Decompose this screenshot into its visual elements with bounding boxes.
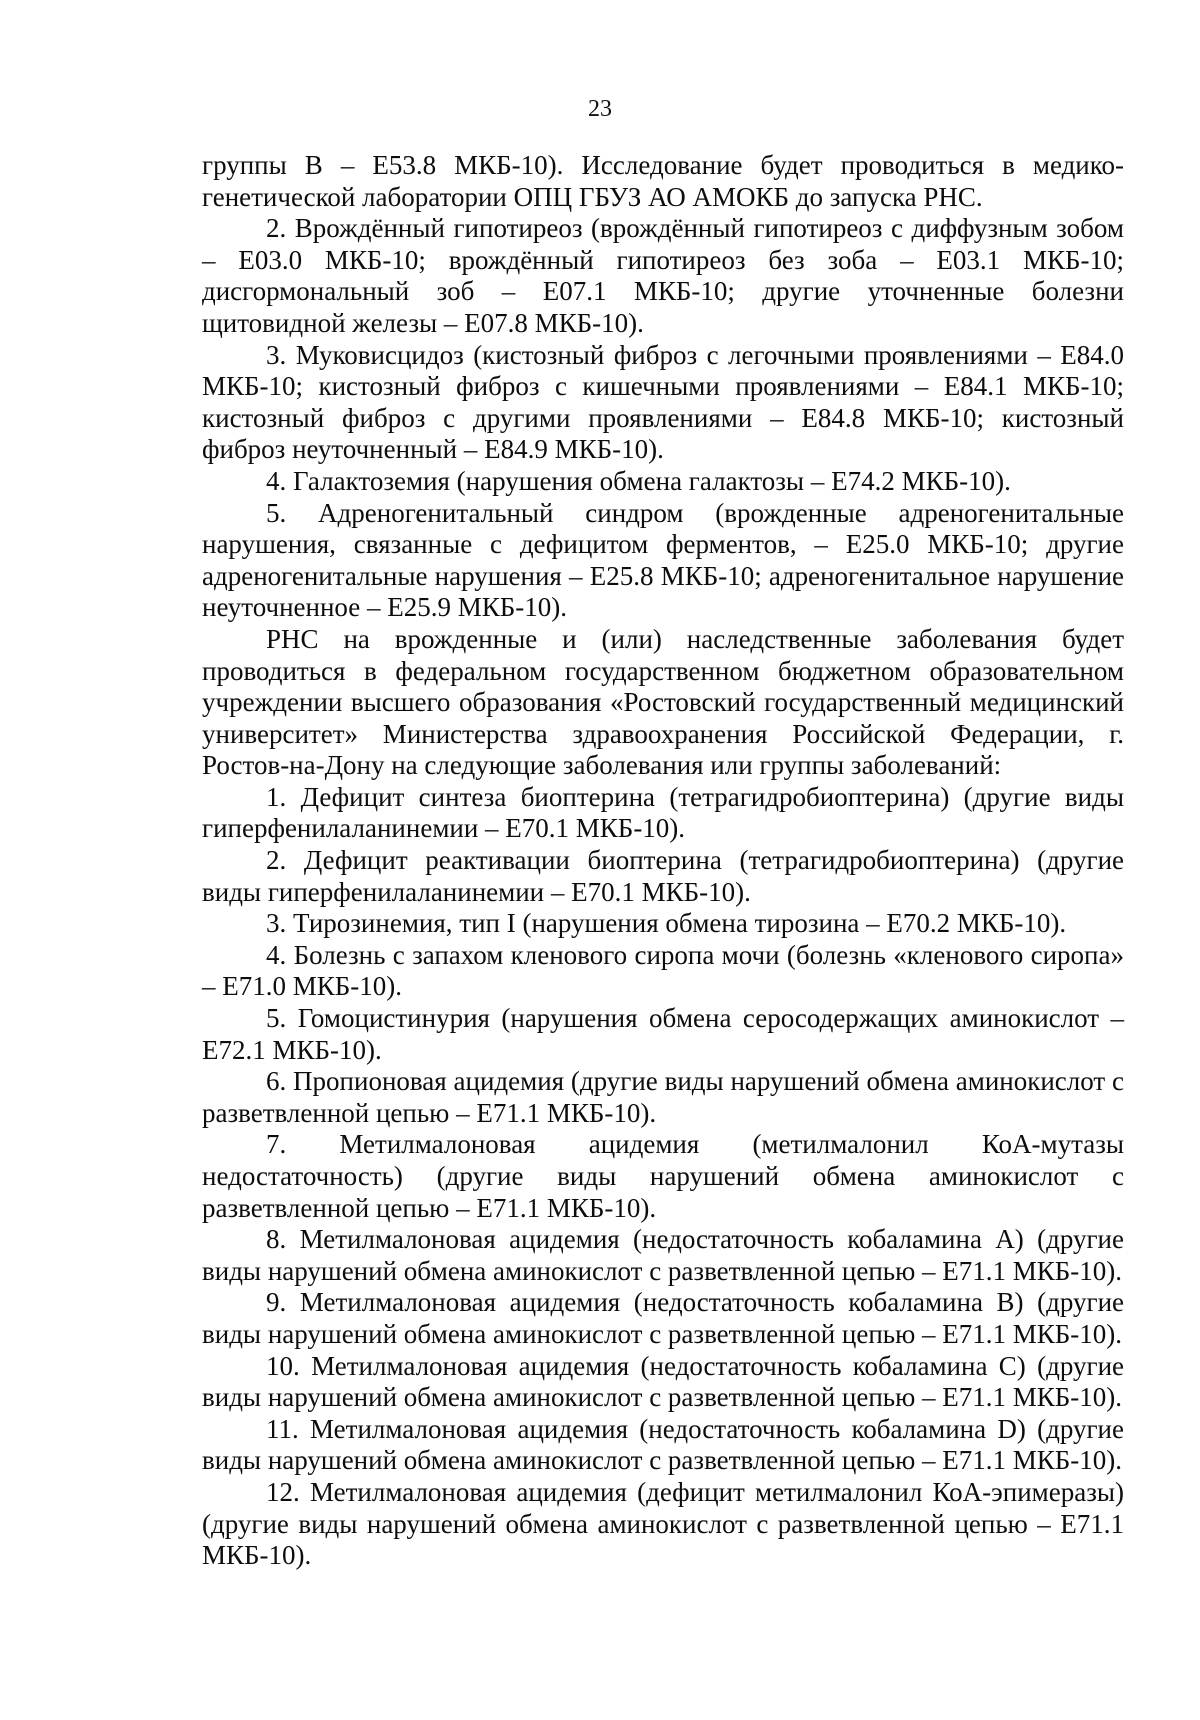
paragraph-rns-rostov: РНС на врожденные и (или) наследственные заболевания будет проводиться в федеральном государственном бюджетном образовательном учреждении высшего образования «Ростовский государственный медицинский университет» Министерства здравоохранения Российской Федерации, г. Ростов-на-Дону на следующие заболевания или группы заболеваний: [202, 623, 1124, 781]
paragraph-galactosemia: 4. Галактоземия (нарушения обмена галактозы – E74.2 МКБ-10). [266, 465, 1011, 496]
paragraph-continuation: группы B – E53.8 МКБ-10). Исследование будет проводиться в медико-генетической лаборатории ОПЦ ГБУЗ АО АМОКБ до запуска РНС. [202, 150, 1124, 212]
paragraph-mma-cobalamin-d: 11. Метилмалоновая ацидемия (недостаточность кобаламина D) (другие виды нарушений обмена аминокислот с разветвленной цепью – E71.1 МКБ-10). [202, 1413, 1124, 1476]
document-body [202, 150, 1124, 1572]
paragraph-biopterin-reactivation: 2. Дефицит реактивации биоптерина (тетрагидробиоптерина) (другие виды гиперфенилаланинемии – E70.1 МКБ-10). [202, 845, 1124, 907]
paragraph-maple-syrup-disease: 4. Болезнь с запахом кленового сиропа мочи (болезнь «кленового сиропа» – E71.0 МКБ-10). [202, 939, 1124, 1002]
paragraph-homocystinuria: 5. Гомоцистинурия (нарушения обмена серосодержащих аминокислот – E72.1 МКБ-10). [202, 1003, 1124, 1065]
paragraph-mma-cobalamin-c: 10. Метилмалоновая ацидемия (недостаточность кобаламина C) (другие виды нарушений обмена аминокислот с разветвленной цепью – E71.1 МКБ-10). [202, 1350, 1124, 1413]
paragraph-cystic-fibrosis: 3. Муковисцидоз (кистозный фиброз с легочными проявлениями – E84.0 МКБ-10; кистозный фиброз с кишечными проявлениями – E84.1 МКБ-10; кистозный фиброз с другими проявлениями – E84.8 МКБ-10; кистозный фиброз неуточненный – E84.9 МКБ-10). [202, 339, 1124, 465]
paragraph-mma-mutase: 7. Метилмалоновая ацидемия (метилмалонил КоА-мутазы недостаточность) (другие виды нарушений обмена аминокислот с разветвленной цепью – E71.1 МКБ-10). [202, 1129, 1124, 1223]
paragraph-biopterin-synthesis: 1. Дефицит синтеза биоптерина (тетрагидробиоптерина) (другие виды гиперфенилаланинемии – E70.1 МКБ-10). [202, 781, 1124, 844]
paragraph-mma-cobalamin-a: 8. Метилмалоновая ацидемия (недостаточность кобаламина A) (другие виды нарушений обмена аминокислот с разветвленной цепью – E71.1 МКБ-10). [202, 1224, 1124, 1286]
paragraph-mma-epimerase: 12. Метилмалоновая ацидемия (дефицит метилмалонил КоА-эпимеразы) (другие виды нарушений обмена аминокислот с разветвленной цепью – E71.1 МКБ-10). [202, 1476, 1124, 1571]
paragraph-congenital-hypothyroidism: 2. Врождённый гипотиреоз (врождённый гипотиреоз с диффузным зобом – E03.0 МКБ-10; врождённый гипотиреоз без зоба – E03.1 МКБ-10; дисгормональный зоб – E07.1 МКБ-10; другие уточненные болезни щитовидной железы – E07.8 МКБ-10). [202, 213, 1124, 338]
paragraph-mma-cobalamin-b: 9. Метилмалоновая ацидемия (недостаточность кобаламина B) (другие виды нарушений обмена аминокислот с разветвленной цепью – E71.1 МКБ-10). [202, 1287, 1124, 1349]
page-number: 23 [588, 96, 612, 122]
paragraph-adrenogenital-syndrome: 5. Адреногенитальный синдром (врожденные адреногенитальные нарушения, связанные с дефицитом ферментов, – E25.0 МКБ-10; другие адреногенитальные нарушения – E25.8 МКБ-10; адреногенитальное нарушение неуточненное – E25.9 МКБ-10). [202, 497, 1124, 623]
paragraph-tyrosinemia: 3. Тирозинемия, тип I (нарушения обмена тирозина – E70.2 МКБ-10). [266, 908, 1067, 939]
paragraph-propionic-acidemia: 6. Пропионовая ацидемия (другие виды нарушений обмена аминокислот с разветвленной цепью – E71.1 МКБ-10). [202, 1066, 1124, 1128]
